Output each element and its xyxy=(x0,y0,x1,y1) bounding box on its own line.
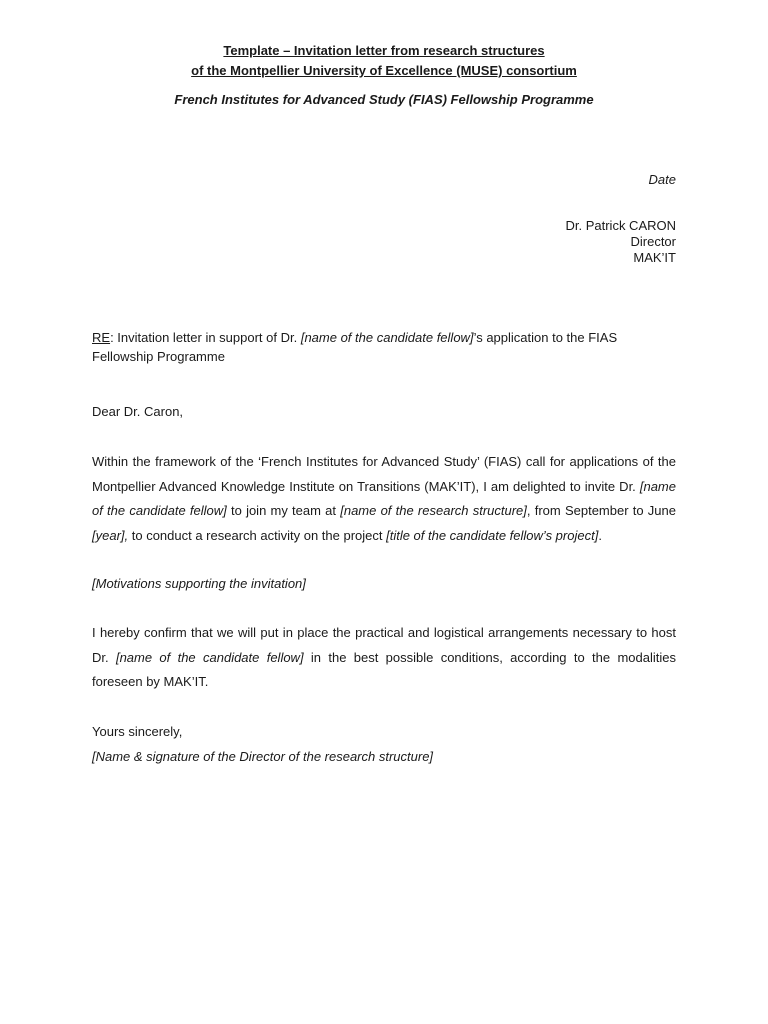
confirmation-paragraph xyxy=(92,621,676,695)
sign-off: Yours sincerely, xyxy=(92,724,183,739)
p1-text-d: to conduct a research activity on the project xyxy=(128,527,387,543)
recipient-role: Director xyxy=(630,234,676,249)
recipient-organization: MAK’IT xyxy=(633,250,676,265)
p1-placeholder-year: [year], xyxy=(92,527,129,543)
invitation-paragraph xyxy=(92,450,676,548)
closing-block xyxy=(92,720,676,769)
document-title xyxy=(0,41,768,81)
date-field: Date xyxy=(648,172,676,187)
p1-placeholder-structure: [name of the research structure] xyxy=(340,503,527,518)
p2-text-a: I hereby confirm that we will put in place the practical and logistical arrangements necessary to host Dr. xyxy=(92,625,676,665)
p1-text-a: Within the framework of the ‘French Institutes for Advanced Study’ (FIAS) call for applications of the Montpellier Advanced Knowledge Institute on Transitions (MAK’IT), I am delighted to invite Dr. xyxy=(92,454,676,494)
re-text-b: ’s application to the FIAS Fellowship Programme xyxy=(92,330,618,364)
p1-text-b: to join my team at xyxy=(226,503,341,518)
p2-placeholder-fellow: [name of the candidate fellow] xyxy=(115,649,304,665)
p1-text-c: , from September to June xyxy=(526,503,676,518)
title-line-1: Template – Invitation letter from research structures xyxy=(223,43,545,58)
re-label: RE xyxy=(92,330,111,345)
salutation: Dear Dr. Caron, xyxy=(92,404,184,419)
p2-text-b: in the best possible conditions, according to the modalities foreseen by MAK’IT. xyxy=(92,649,676,689)
motivations-placeholder: [Motivations supporting the invitation] xyxy=(92,576,306,591)
p1-placeholder-project: [title of the candidate fellow’s project] xyxy=(386,527,599,543)
programme-subtitle: French Institutes for Advanced Study (FIAS) Fellowship Programme xyxy=(174,92,594,107)
title-line-2: of the Montpellier University of Excellence (MUSE) consortium xyxy=(191,63,577,78)
re-text-a: : Invitation letter in support of Dr. xyxy=(110,330,301,345)
p1-placeholder-fellow: [name of the candidate fellow] xyxy=(92,478,676,518)
signature-placeholder: [Name & signature of the Director of the research structure] xyxy=(92,748,434,764)
subject-line xyxy=(92,328,676,366)
recipient-address xyxy=(565,218,676,266)
recipient-name: Dr. Patrick CARON xyxy=(565,218,676,233)
re-placeholder-fellow: [name of the candidate fellow] xyxy=(300,330,474,345)
p1-text-e: . xyxy=(598,527,602,543)
